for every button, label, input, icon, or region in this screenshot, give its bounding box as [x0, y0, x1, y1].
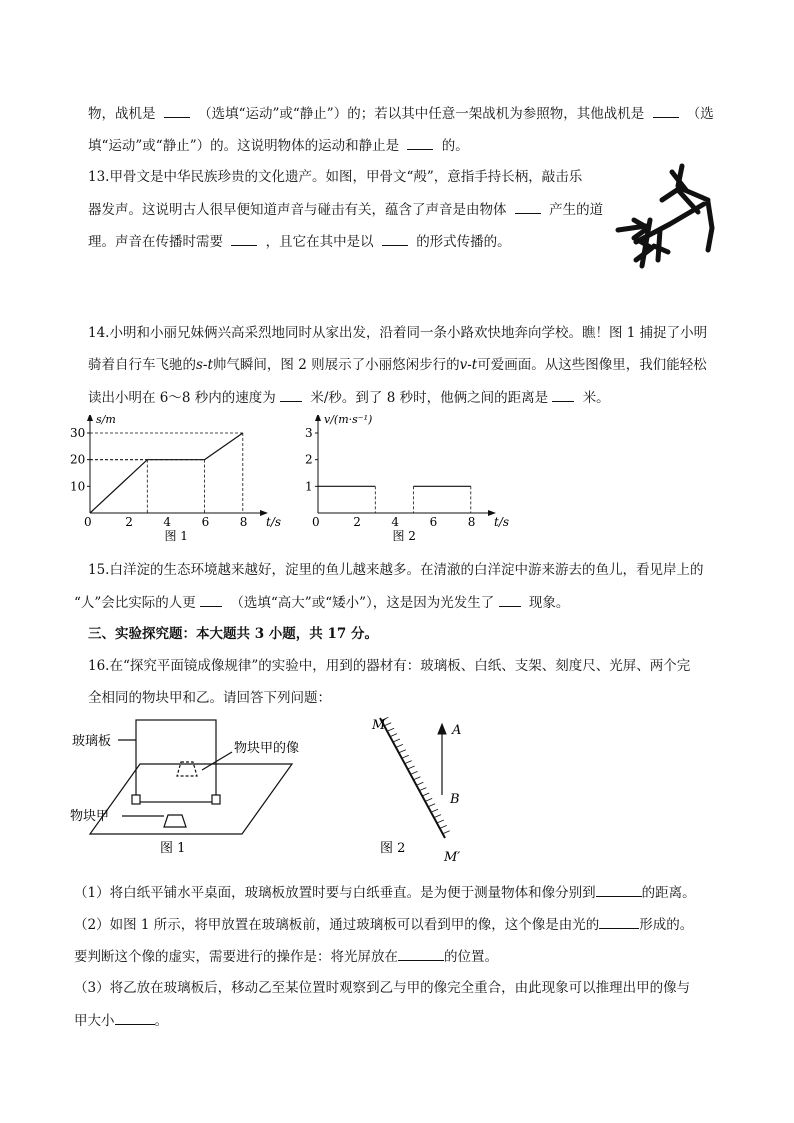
block-image-label: 物块甲的像	[234, 741, 300, 756]
q12-text: （选填“运动”或“静止”）的；若以其中任意一架战机为参照物，其他战机是	[198, 106, 645, 122]
motion-graphs	[60, 415, 530, 550]
q15-text: （选填“高大”或“矮小”），这是因为光发生了	[230, 595, 495, 611]
hatch-mark	[431, 809, 438, 812]
y-tick-label: 3	[305, 426, 313, 440]
q14-line-3	[88, 388, 610, 407]
q12-text: 的。	[441, 138, 469, 154]
hatch-mark	[411, 771, 418, 774]
chart-vt	[305, 415, 509, 543]
q14-line-2	[88, 356, 707, 374]
y-axis-arrow	[315, 415, 321, 421]
q14-text: 读出小明在 6～8 秒内的速度为	[88, 390, 276, 406]
x-tick-label: 8	[467, 515, 476, 529]
x-tick-label: 6	[201, 515, 210, 529]
hatch-mark	[419, 788, 426, 791]
label-a: A	[452, 723, 462, 738]
hatch-mark	[437, 820, 444, 823]
q13-line-2	[88, 200, 603, 219]
section-heading: 三、实验探究题：本大题共 3 小题，共 17 分。	[88, 626, 378, 642]
q16-text: 的距离。	[641, 885, 696, 901]
q13-text: 的形式传播的。	[416, 234, 511, 250]
q15-line-2	[74, 593, 569, 612]
q13-text: 理。声音在传播时需要	[88, 234, 223, 250]
figure-2-caption: 图 2	[380, 841, 406, 856]
q13-line-1: 13.甲骨文是中华民族珍贵的文化遗产。如图，甲骨文“殸”，意指手持长柄，敲击乐	[88, 169, 583, 185]
answer-blank[interactable]	[515, 200, 541, 214]
label-b: B	[450, 792, 460, 807]
x-tick-label: 0	[312, 515, 320, 529]
y-axis-label: s/m	[96, 415, 116, 426]
hatch-mark	[416, 782, 423, 785]
y-axis-arrow	[87, 415, 93, 421]
q13-text: ，且它在其中是以	[265, 234, 374, 250]
q16-sub1	[74, 883, 696, 902]
q12-text: （选	[686, 106, 714, 122]
label-m-prime: M′	[444, 850, 461, 862]
y-tick-label: 30	[70, 426, 86, 440]
q14-text: 帅气瞬间，图 2 则展示了小丽悠闲步行的	[212, 357, 460, 373]
hatch-mark	[402, 755, 409, 758]
x-tick-label: 8	[239, 515, 248, 529]
hatch-mark	[422, 793, 429, 796]
answer-blank[interactable]	[280, 388, 302, 402]
glass-plate	[136, 720, 216, 802]
q14-text: s-t	[196, 357, 213, 373]
q14-text: 可爱画面。从这些图像里，我们能轻松	[477, 357, 707, 373]
x-tick-label: 4	[163, 515, 172, 529]
q16-text: 形成的。	[639, 917, 694, 933]
hatch-mark	[405, 761, 412, 764]
hatch-mark	[390, 734, 397, 737]
x-axis-label: t/s	[494, 515, 510, 529]
answer-blank[interactable]	[200, 593, 222, 607]
answer-blank[interactable]	[398, 947, 444, 961]
x-tick-label: 4	[391, 515, 400, 529]
hatch-mark	[440, 825, 447, 828]
x-tick-label: 2	[125, 515, 133, 529]
q16-line-1: 16.在“探究平面镜成像规律”的实验中，用到的器材有：玻璃板、白纸、支架、刻度尺、光屏、两个完	[88, 658, 691, 674]
q14-text: 米。	[582, 390, 610, 406]
series-line	[90, 433, 243, 513]
x-tick-label: 0	[84, 515, 92, 529]
answer-blank[interactable]	[653, 104, 679, 118]
figure-1-caption: 图 1	[160, 841, 186, 856]
q16-text: （1）将白纸平铺水平桌面，玻璃板放置时要与白纸垂直。是为便于测量物体和像分别到	[74, 885, 596, 901]
y-tick-label: 2	[305, 452, 313, 467]
mirror-mm	[380, 718, 445, 838]
q13-line-3	[88, 232, 511, 251]
q14-line-1: 14.小明和小丽兄妹俩兴高采烈地同时从家出发，沿着同一条小路欢快地奔向学校。瞧！图 1 捕捉了小明	[88, 325, 708, 341]
hatch-mark	[443, 831, 450, 834]
chart-st	[70, 415, 281, 543]
answer-blank[interactable]	[599, 915, 639, 929]
hatch-mark	[413, 777, 420, 780]
white-paper	[90, 764, 292, 834]
q12-line-2	[88, 136, 469, 155]
hatch-mark	[408, 766, 415, 769]
mirror-hatching	[381, 717, 449, 833]
x-tick-label: 2	[353, 515, 361, 529]
q16-line-2: 全相同的物块甲和乙。请回答下列问题：	[88, 690, 331, 706]
chart-caption: 图 1	[164, 529, 188, 543]
q16-sub3: （3）将乙放在玻璃板后，移动乙至某位置时观察到乙与甲的像完全重合，由此现象可以推理出甲的像与	[74, 980, 691, 996]
glass-plate-label: 玻璃板	[72, 734, 112, 749]
q16-sub3-cont	[74, 1011, 168, 1030]
hatch-mark	[393, 739, 400, 742]
hatch-mark	[387, 728, 394, 731]
answer-blank[interactable]	[596, 883, 642, 897]
answer-blank[interactable]	[231, 232, 257, 246]
q16-text: 。	[154, 1013, 168, 1029]
q15-text: “人”会比实际的人更	[74, 595, 196, 611]
hatch-mark	[396, 744, 403, 747]
q13-text: 器发声。这说明古人很早便知道声音与碰击有关，蕴含了声音是由物体	[88, 202, 507, 218]
q15-text: 现象。	[528, 595, 570, 611]
answer-blank[interactable]	[382, 232, 408, 246]
q15-line-1: 15.白洋淀的生态环境越来越好，淀里的鱼儿越来越多。在清澈的白洋淀中游来游去的鱼儿，看见岸上的	[88, 562, 704, 578]
hatch-mark	[434, 815, 441, 818]
block-object	[164, 815, 186, 827]
block-object-label: 物块甲	[70, 809, 110, 824]
y-tick-label: 10	[70, 479, 86, 494]
answer-blank[interactable]	[407, 136, 433, 150]
answer-blank[interactable]	[499, 593, 521, 607]
q14-text: 米/秒。到了 8 秒时，他俩之间的距离是	[310, 390, 549, 406]
y-tick-label: 20	[70, 452, 86, 467]
q16-text: （2）如图 1 所示，将甲放置在玻璃板前，通过玻璃板可以看到甲的像，这个像是由光的	[74, 917, 600, 933]
q16-text: 甲大小	[74, 1013, 115, 1029]
q16-sub2-cont	[74, 947, 498, 966]
q16-text: 要判断这个像的虚实，需要进行的操作是：将光屏放在	[74, 949, 398, 965]
hatch-mark	[425, 798, 432, 801]
y-tick-label: 1	[305, 479, 313, 494]
answer-blank[interactable]	[115, 1011, 155, 1025]
chart-caption: 图 2	[392, 529, 416, 543]
q14-text: v-t	[459, 357, 478, 373]
oracle-bone-character-image	[612, 160, 724, 272]
q13-text: 产生的道	[549, 202, 604, 218]
support-right	[212, 795, 220, 804]
q16-sub2	[74, 915, 693, 934]
arrow-head	[438, 724, 446, 734]
hatch-mark	[399, 750, 406, 753]
label-m: M	[372, 718, 386, 733]
support-left	[132, 795, 140, 804]
q16-text: 的位置。	[444, 949, 498, 965]
y-axis-label: v/(m·s⁻¹)	[324, 415, 373, 426]
mirror-figures	[60, 712, 480, 862]
q12-text: 物，战机是	[88, 106, 156, 122]
q12-text: 填“运动”或“静止”）的。这说明物体的运动和静止是	[88, 138, 400, 154]
answer-blank[interactable]	[164, 104, 190, 118]
q14-text: 骑着自行车飞驰的	[88, 357, 196, 373]
answer-blank[interactable]	[552, 388, 574, 402]
hatch-mark	[428, 804, 435, 807]
q12-line-1	[88, 104, 714, 123]
x-axis-label: t/s	[266, 515, 282, 529]
x-tick-label: 6	[429, 515, 438, 529]
